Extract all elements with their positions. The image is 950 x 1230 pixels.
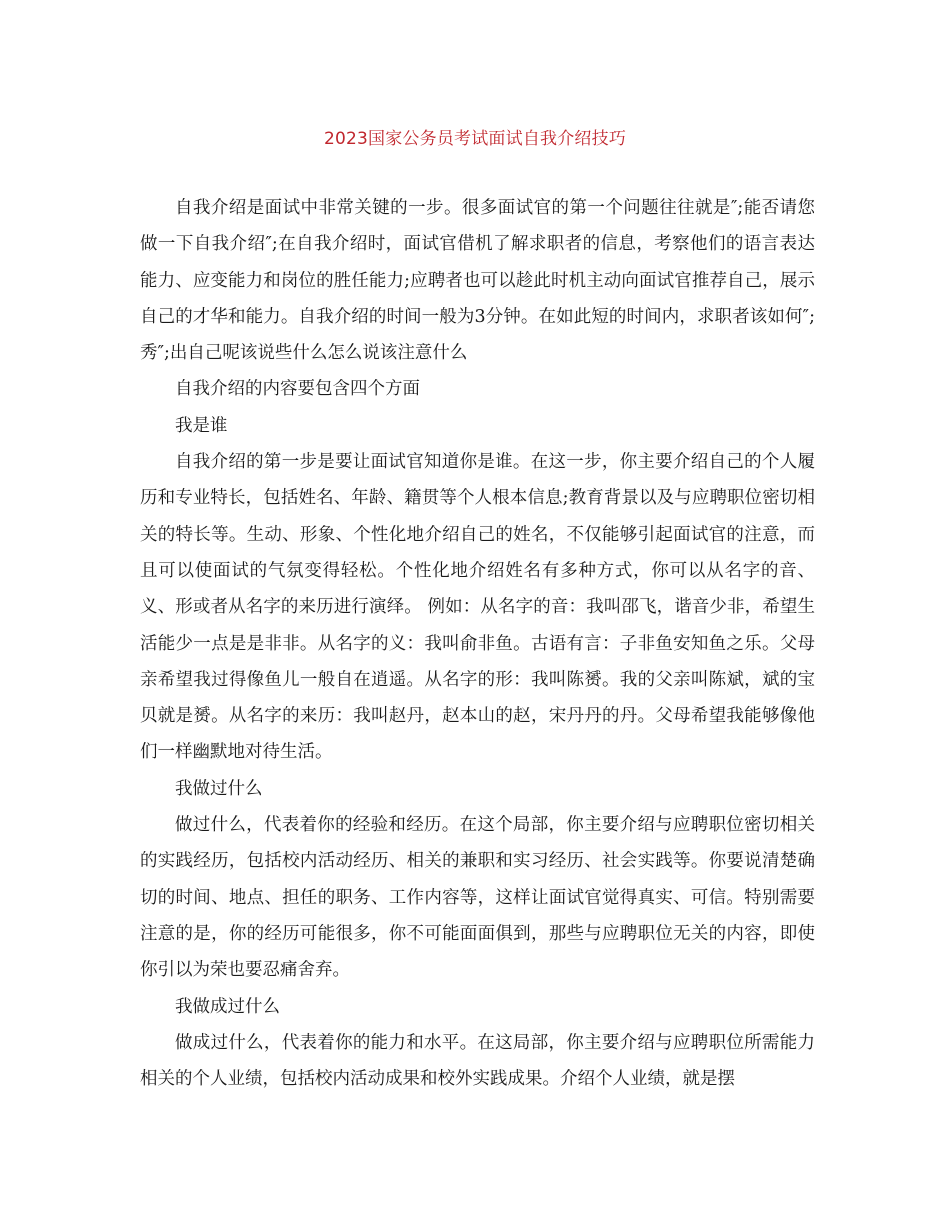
paragraph-what-i-achieved: 做成过什么，代表着你的能力和水平。在这局部，你主要介绍与应聘职位所需能力相关的个人业绩，包括校内活动成果和校外实践成果。介绍个人业绩，就是摆	[140, 1032, 815, 1090]
paragraph-what-i-did: 做过什么，代表着你的经验和经历。在这个局部，你主要介绍与应聘职位密切相关的实践经历，包括校内活动经历、相关的兼职和实习经历、社会实践等。你要说清楚确切的时间、地点、担任的职务、工作内容等，这样让面试官觉得真实、可信。特别需要注意的是，你的经历可能很多，你不可能面面俱到，那些与应聘职位无关的内容，即使你引以为荣也要忍痛舍弃。	[140, 815, 815, 981]
document-title: 2023国家公务员考试面试自我介绍技巧	[323, 129, 627, 149]
document-body	[140, 190, 815, 1097]
paragraph-who-am-i: 自我介绍的第一步是要让面试官知道你是谁。在这一步，你主要介绍自己的个人履历和专业特长，包括姓名、年龄、籍贯等个人根本信息;教育背景以及与应聘职位密切相关的特长等。生动、形象、个性化地介绍自己的姓名，不仅能够引起面试官的注意，而且可以使面试的气氛变得轻松。个性化地介绍姓名有多种方式，你可以从名字的音、义、形或者从名字的来历进行演绎。 例如：从名字的音：我叫邵飞，谐音少非，希望生活能少一点是是非非。从名字的义：我叫俞非鱼。古语有言：子非鱼安知鱼之乐。父母亲希望我过得像鱼儿一般自在逍遥。从名字的形：我叫陈赟。我的父亲叫陈斌，斌的宝贝就是赟。从名字的来历：我叫赵丹，赵本山的赵，宋丹丹的丹。父母希望我能够像他们一样幽默地对待生活。	[140, 452, 815, 763]
heading-what-i-did: 我做过什么	[175, 778, 263, 799]
heading-four-aspects: 自我介绍的内容要包含四个方面	[175, 379, 420, 400]
paragraph-intro: 自我介绍是面试中非常关键的一步。很多面试官的第一个问题往往就是″;能否请您做一下自我介绍″;在自我介绍时，面试官借机了解求职者的信息，考察他们的语言表达能力、应变能力和岗位的胜任能力;应聘者也可以趁此时机主动向面试官推荐自己，展示自己的才华和能力。自我介绍的时间一般为3分钟。在如此短的时间内，求职者该如何″;秀″;出自己呢该说些什么怎么说该注意什么	[140, 198, 815, 364]
heading-who-am-i: 我是谁	[175, 415, 228, 436]
heading-what-i-achieved: 我做成过什么	[175, 996, 280, 1017]
